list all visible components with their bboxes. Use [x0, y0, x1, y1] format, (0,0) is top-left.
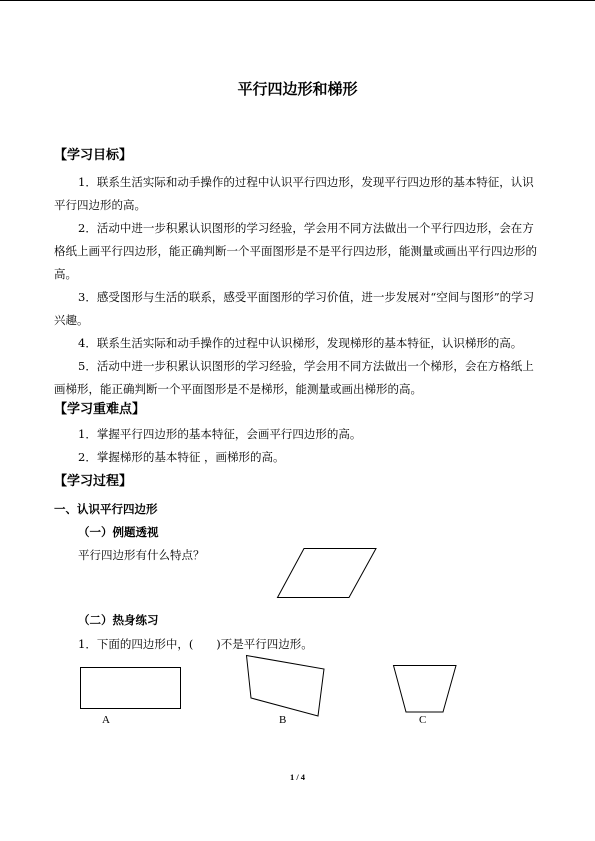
process-heading: 【学习过程】 [54, 474, 133, 489]
keypoint-item-2: 2．掌握梯形的基本特征 ，画梯形的高。 [78, 450, 285, 464]
goals-list [54, 171, 540, 401]
header-rule [0, 0, 595, 1]
goal-item-5: 5．活动中进一步积累认识图形的学习经验，学会用不同方法做出一个梯形，会在方格纸上画梯形，能正确判断一个平面图形是不是梯形，能测量或画出梯形的高。 [54, 359, 534, 396]
keypoint-item-1: 1．掌握平行四边形的基本特征，会画平行四边形的高。 [78, 427, 362, 441]
page-number: 1 / 4 [289, 772, 306, 782]
goal-item-4: 4．联系生活实际和动手操作的过程中认识梯形，发现梯形的基本特征，认识梯形的高。 [78, 336, 523, 350]
keypoints-list [54, 423, 540, 469]
example-question: 平行四边形有什么特点？ [78, 548, 205, 562]
shape-a-label: A [102, 714, 110, 726]
shape-c-label: C [419, 714, 427, 726]
shape-a-rectangle [80, 667, 181, 709]
warmup-question-1: 1．下面的四边形中，( )不是平行四边形。 [78, 637, 313, 651]
example-title: （一）例题透视 [78, 525, 159, 539]
shape-b-label: B [279, 714, 287, 726]
goals-heading: 【学习目标】 [54, 148, 133, 163]
goal-item-1: 1．联系生活实际和动手操作的过程中认识平行四边形，发现平行四边形的基本特征，认识平行四边形的高。 [54, 175, 534, 212]
shape-b-quadrilateral [246, 655, 326, 717]
warmup-title: （二）热身练习 [78, 613, 159, 627]
parallelogram-figure [277, 548, 377, 598]
page-title: 平行四边形和梯形 [237, 80, 358, 98]
goal-item-2: 2．活动中进一步积累认识图形的学习经验，学会用不同方法做出一个平行四边形，会在方格纸上画平行四边形，能正确判断一个平面图形是不是平行四边形，能测量或画出平行四边形的高。 [54, 221, 537, 281]
shape-c-trapezoid [393, 665, 457, 713]
goal-item-3: 3．感受图形与生活的联系，感受平面图形的学习价值，进一步发展对“空间与图形”的学习兴趣。 [54, 290, 535, 327]
keypoints-heading: 【学习重难点】 [54, 402, 146, 417]
part1-title: 一、认识平行四边形 [54, 502, 158, 516]
